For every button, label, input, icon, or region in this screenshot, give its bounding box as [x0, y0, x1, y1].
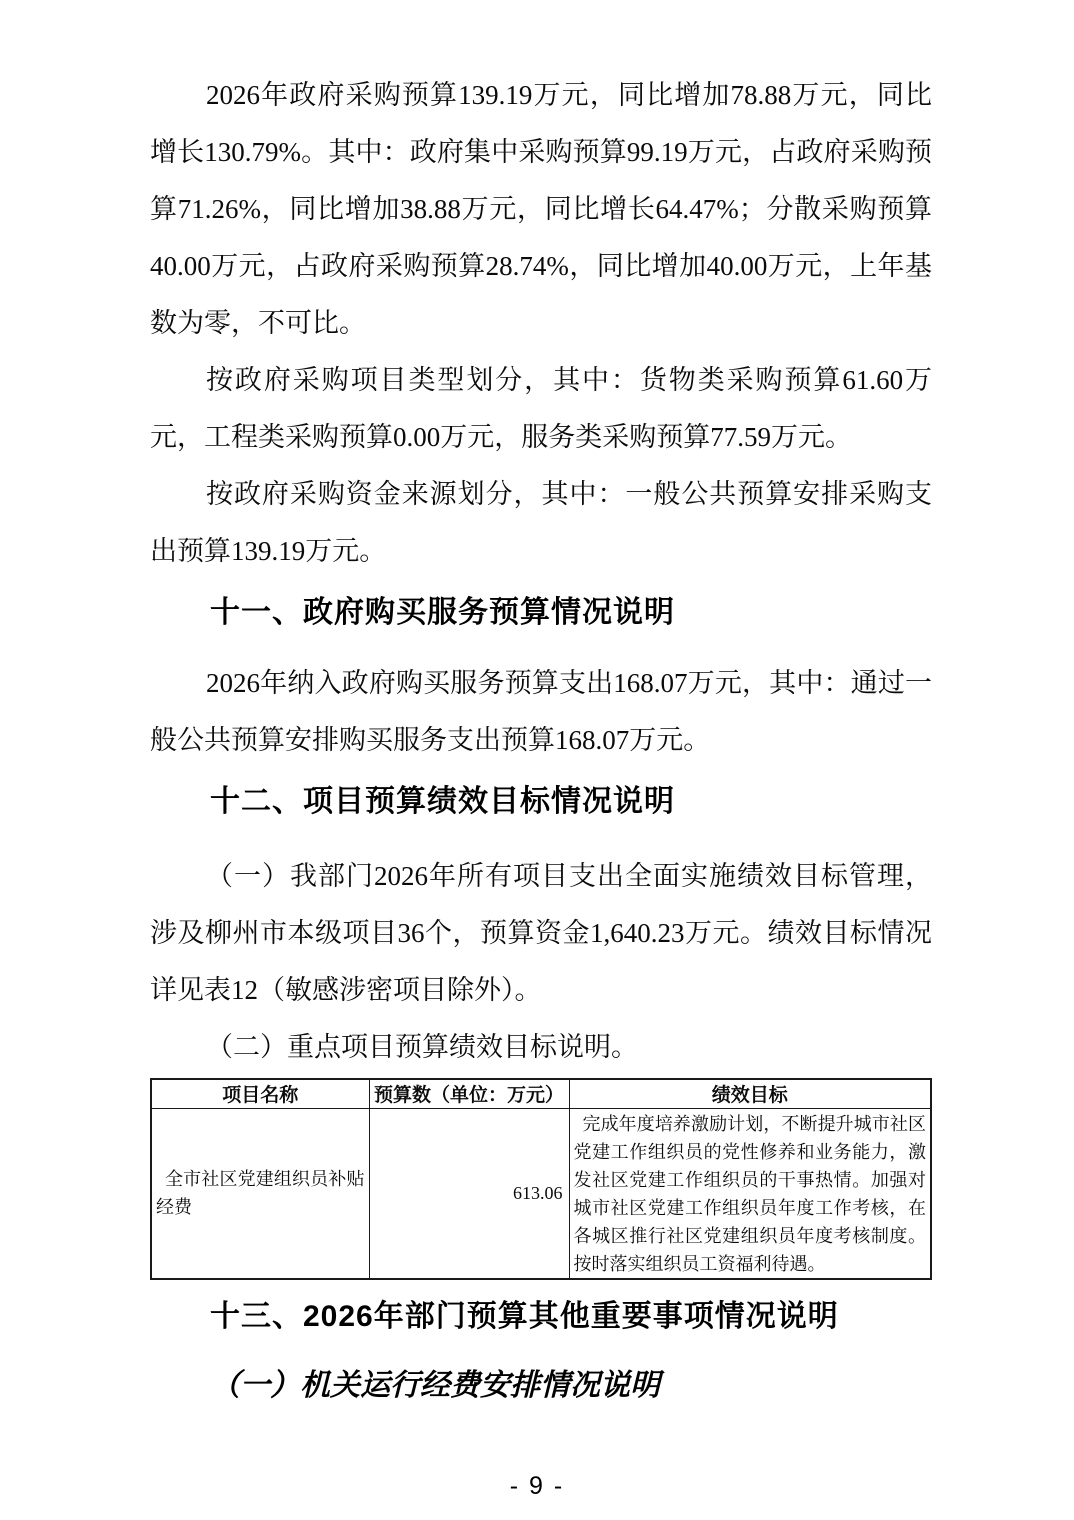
heading-section-12: 十二、项目预算绩效目标情况说明	[210, 785, 675, 818]
table-header-project-name: 项目名称	[151, 1079, 369, 1108]
paragraph-performance-targets-overview: （一）我部门2026年所有项目支出全面实施绩效目标管理，涉及柳州市本级项目36个，预算资金1,640.23万元。绩效目标情况详见表12（敏感涉密项目除外）。	[150, 861, 932, 1005]
subheading-operating-expenses: （一）机关运行经费安排情况说明	[210, 1368, 660, 1402]
table-header-row	[151, 1079, 931, 1108]
heading-section-13: 十三、2026年部门预算其他重要事项情况说明	[210, 1299, 839, 1333]
paragraph-gov-procurement-overview: 2026年政府采购预算139.19万元，同比增加78.88万元，同比增长130.79%。其中：政府集中采购预算99.19万元，占政府采购预算71.26%，同比增加38.88万元，同比增长64.47%；分散采购预算40.00万元，占政府采购预算28.74%，同比增加40.00万元，上年基数为零，不可比。	[150, 80, 932, 338]
content-area	[150, 67, 932, 1414]
paragraph-key-projects-intro: （二）重点项目预算绩效目标说明。	[206, 1032, 638, 1062]
paragraph-purchased-services: 2026年纳入政府购买服务预算支出168.07万元，其中：通过一般公共预算安排购买服务支出预算168.07万元。	[150, 668, 932, 755]
performance-target-table	[150, 1078, 932, 1280]
paragraph-procurement-by-funding: 按政府采购资金来源划分，其中：一般公共预算安排采购支出预算139.19万元。	[150, 479, 932, 566]
table-header-budget: 预算数（单位：万元）	[369, 1079, 569, 1108]
table-cell-performance-target: 完成年度培养激励计划，不断提升城市社区党建工作组织员的党性修养和业务能力，激发社区党建工作组织员的干事热情。加强对城市社区党建工作组织员年度工作考核，在各城区推行社区党建组织员年度考核制度。按时落实组织员工资福利待遇。	[569, 1108, 931, 1279]
table-cell-budget: 613.06	[369, 1108, 569, 1279]
table-row	[151, 1108, 931, 1279]
paragraph-procurement-by-type: 按政府采购项目类型划分，其中：货物类采购预算61.60万元，工程类采购预算0.00万元，服务类采购预算77.59万元。	[150, 365, 932, 452]
heading-section-11: 十一、政府购买服务预算情况说明	[210, 596, 675, 629]
table-cell-project-name: 全市社区党建组织员补贴经费	[151, 1108, 369, 1279]
table-header-performance-target: 绩效目标	[569, 1079, 931, 1108]
page-number: - 9 -	[509, 1472, 565, 1500]
